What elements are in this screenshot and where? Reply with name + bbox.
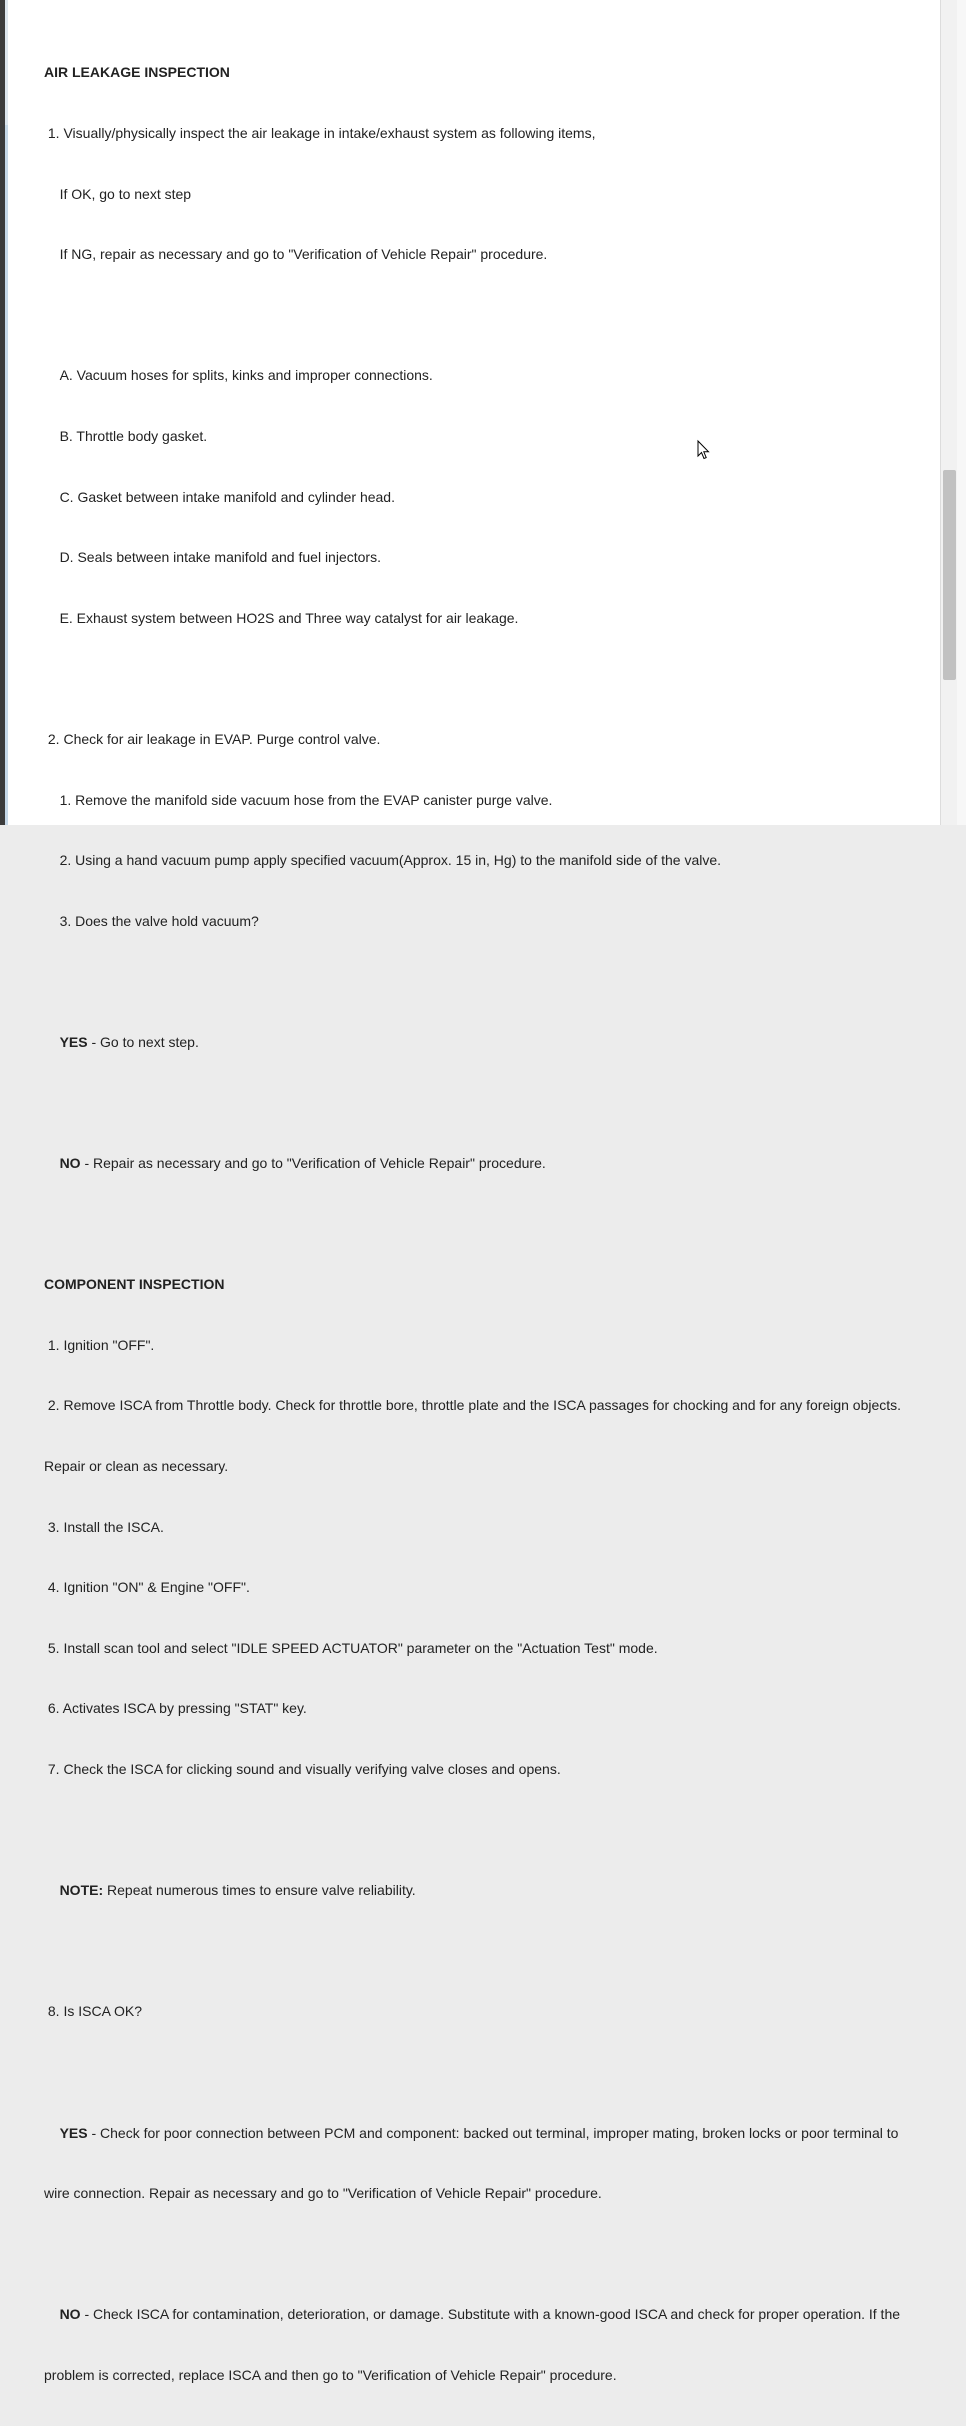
no-answer-continued: problem is corrected, replace ISCA and then go to "Verification of Vehicle Repair" procedure. xyxy=(44,2366,617,2383)
step-2: 2. Remove ISCA from Throttle body. Check for throttle bore, throttle plate and the ISCA passages for chocking and for any foreign objects. xyxy=(47,1397,902,1414)
yes-answer: YES - Check for poor connection between PCM and component: backed out terminal, improper mating, broken locks or poor terminal to xyxy=(59,2124,899,2141)
if-ng-text: If NG, repair as necessary and go to "Verification of Vehicle Repair" procedure. xyxy=(59,246,548,263)
no-answer: NO - Repair as necessary and go to "Verification of Vehicle Repair" procedure. xyxy=(59,1155,546,1172)
list-item: A. Vacuum hoses for splits, kinks and improper connections. xyxy=(59,367,433,384)
mouse-cursor-icon xyxy=(697,440,711,460)
step-1: 1. Ignition "OFF". xyxy=(47,1336,155,1353)
document-view xyxy=(8,0,940,2383)
step-3: 3. Install the ISCA. xyxy=(47,1518,164,1535)
step-2: 2. Check for air leakage in EVAP. Purge control valve. xyxy=(47,730,381,747)
yes-answer-continued: wire connection. Repair as necessary and go to "Verification of Vehicle Repair" procedure. xyxy=(44,2185,602,2202)
list-item: B. Throttle body gasket. xyxy=(59,427,208,444)
if-ok-text: If OK, go to next step xyxy=(59,185,192,202)
step-5: 5. Install scan tool and select "IDLE SPEED ACTUATOR" parameter on the "Actuation Test" mode. xyxy=(47,1639,658,1656)
blank-line xyxy=(44,1820,924,1840)
blank-line xyxy=(44,1941,924,1961)
step-7: 7. Check the ISCA for clicking sound and visually verifying valve closes and opens. xyxy=(47,1761,561,1778)
yes-answer: YES - Go to next step. xyxy=(59,1033,199,1050)
note-text: NOTE: Repeat numerous times to ensure valve reliability. xyxy=(59,1882,416,1899)
list-item: D. Seals between intake manifold and fuel injectors. xyxy=(59,549,381,566)
no-answer: NO - Check ISCA for contamination, deterioration, or damage. Substitute with a known-good ISCA and check for proper operation. If the xyxy=(59,2306,901,2323)
blank-line xyxy=(44,668,924,688)
blank-line xyxy=(44,2062,924,2082)
blank-line xyxy=(44,971,924,991)
section-heading-component-inspection: COMPONENT INSPECTION xyxy=(44,1276,225,1293)
blank-line xyxy=(44,1093,924,1113)
step-4: 4. Ignition "ON" & Engine "OFF". xyxy=(47,1579,250,1596)
step-2-continued: Repair or clean as necessary. xyxy=(44,1458,229,1475)
step-6: 6. Activates ISCA by pressing "STAT" key. xyxy=(47,1700,307,1717)
list-item: E. Exhaust system between HO2S and Three way catalyst for air leakage. xyxy=(59,609,519,626)
substep: 1. Remove the manifold side vacuum hose from the EVAP canister purge valve. xyxy=(59,791,553,808)
blank-line xyxy=(44,2244,924,2264)
step-8: 8. Is ISCA OK? xyxy=(47,2003,143,2020)
window-right-edge xyxy=(957,0,966,825)
blank-line xyxy=(44,305,924,325)
substep: 3. Does the valve hold vacuum? xyxy=(59,912,259,929)
substep: 2. Using a hand vacuum pump apply specified vacuum(Approx. 15 in, Hg) to the manifold side of the valve. xyxy=(59,852,722,869)
document-text xyxy=(44,22,924,2426)
blank-line xyxy=(44,1214,924,1234)
scrollbar-thumb[interactable] xyxy=(943,470,956,680)
section-heading-air-leakage: AIR LEAKAGE INSPECTION xyxy=(44,64,230,81)
list-item: C. Gasket between intake manifold and cylinder head. xyxy=(59,488,395,505)
step-1: 1. Visually/physically inspect the air leakage in intake/exhaust system as following items, xyxy=(47,125,596,141)
